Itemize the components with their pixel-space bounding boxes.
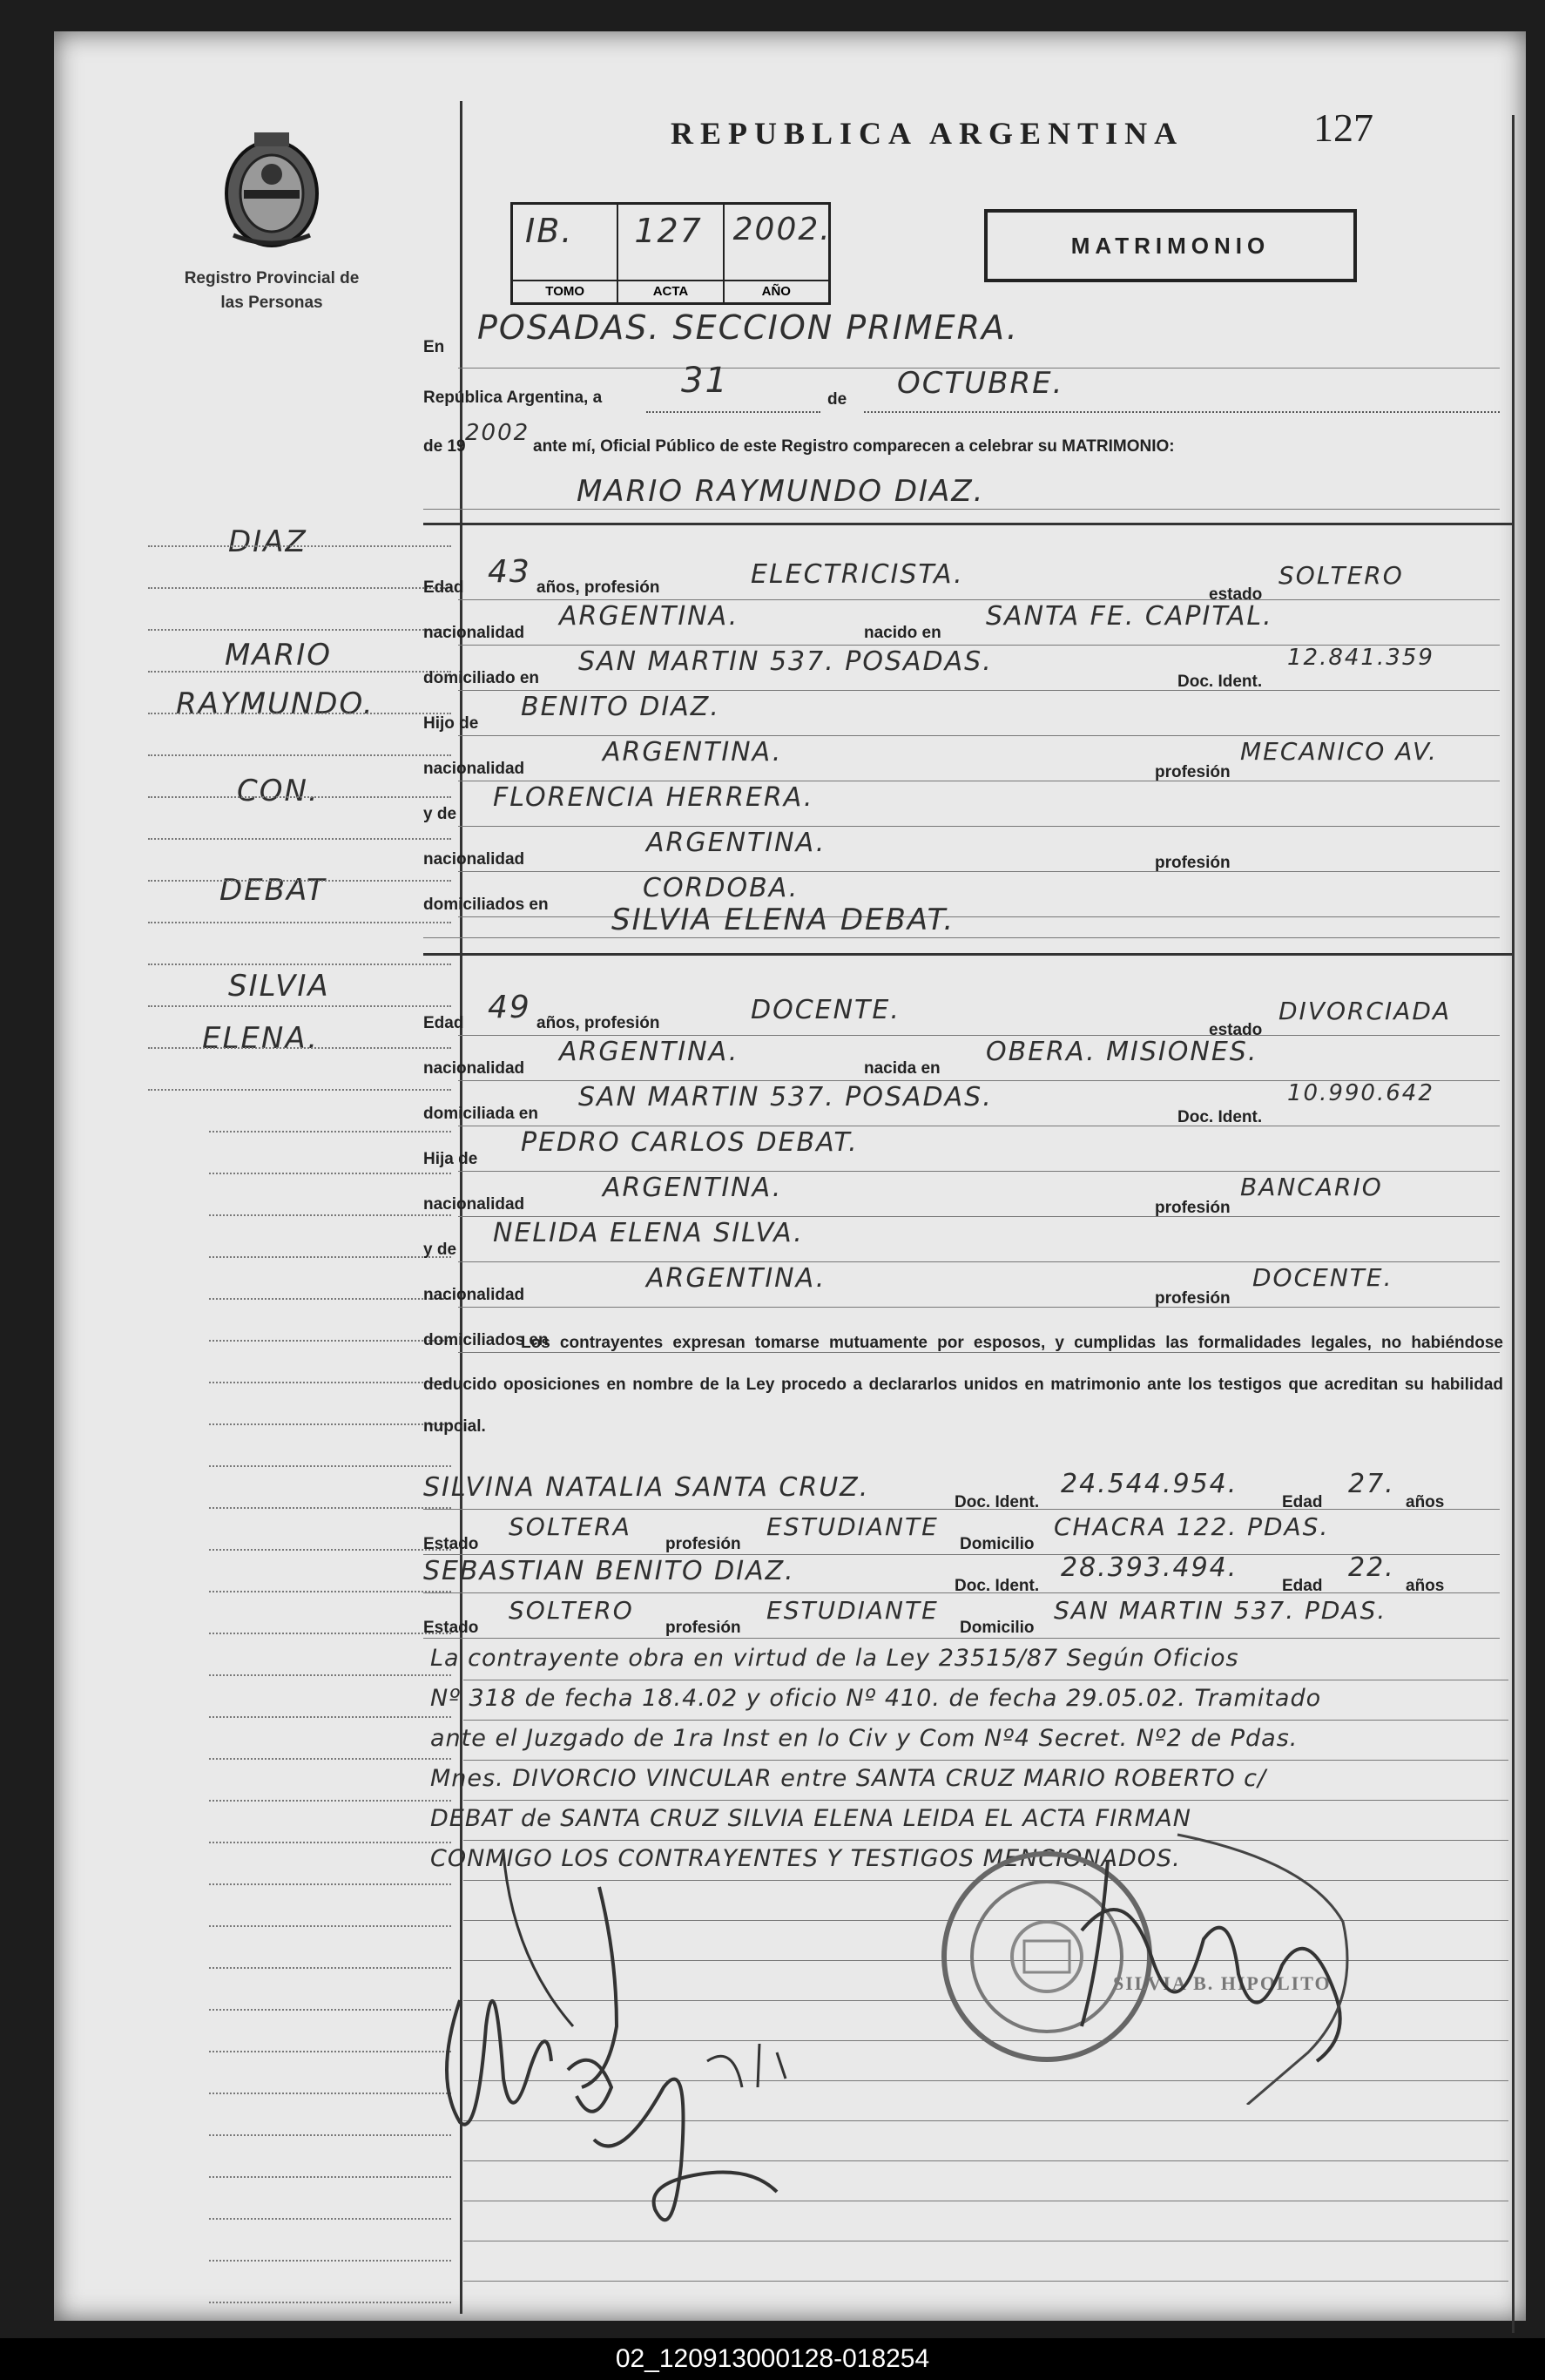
- dot-line: [646, 411, 820, 413]
- bride-name: SILVIA ELENA DEBAT.: [611, 903, 955, 937]
- domicilio-label: Domicilio: [960, 1619, 1035, 1637]
- note-line: Mnes. DIVORCIO VINCULAR entre SANTA CRUZ MARIO ROBERTO c/: [430, 1765, 1267, 1792]
- rule: [458, 1171, 1500, 1172]
- margin-rule: [209, 1423, 451, 1425]
- mother-value: NELIDA ELENA SILVA.: [493, 1218, 804, 1248]
- anios-profesion-label: años, profesión: [536, 578, 660, 597]
- anios-label: años: [1406, 1493, 1445, 1511]
- rule: [458, 645, 1500, 646]
- witness-name: SEBASTIAN BENITO DIAZ.: [423, 1556, 795, 1586]
- father-value: PEDRO CARLOS DEBAT.: [521, 1127, 859, 1158]
- margin-note: CON.: [237, 774, 320, 808]
- margin-rule: [148, 880, 451, 882]
- profesion-label: profesión: [1155, 1199, 1231, 1217]
- witness-signature-icon: [559, 2035, 820, 2279]
- margin-rule: [209, 1298, 451, 1300]
- age-value: 43: [488, 554, 531, 590]
- section-separator: [423, 953, 1512, 956]
- y-de-label: y de: [423, 1241, 457, 1259]
- margin-rule: [148, 1047, 451, 1049]
- nacionalidad-label: nacionalidad: [423, 1195, 525, 1214]
- profesion-label: profesión: [1155, 854, 1231, 872]
- anio-label: AÑO: [725, 280, 828, 302]
- profesion-label: profesión: [1155, 1289, 1231, 1308]
- margin-rule: [209, 1465, 451, 1467]
- country-title: REPUBLICA ARGENTINA: [671, 116, 1184, 151]
- note-line: Nº 318 de fecha 18.4.02 y oficio Nº 410. de fecha 29.05.02. Tramitado: [430, 1685, 1322, 1712]
- nacido-label: nacida en: [864, 1059, 941, 1078]
- en-label: En: [423, 338, 445, 356]
- rule: [463, 1800, 1508, 1801]
- margin-rule: [209, 1800, 451, 1802]
- margin-rule: [209, 1674, 451, 1676]
- de-label: de: [827, 390, 847, 409]
- tomo-value: IB.: [525, 212, 574, 250]
- nacionalidad-label: nacionalidad: [423, 1286, 525, 1304]
- estado-label: estado: [1209, 1021, 1263, 1039]
- anios-profesion-label: años, profesión: [536, 1014, 660, 1032]
- rule: [463, 2281, 1508, 2282]
- domiciliado-label: domiciliada en: [423, 1105, 538, 1123]
- mother-profession-value: DOCENTE.: [1252, 1263, 1393, 1292]
- rule: [458, 1307, 1500, 1308]
- estado-label: Estado: [423, 1535, 479, 1553]
- mother-nationality-value: ARGENTINA.: [646, 1263, 826, 1294]
- margin-rule: [148, 1089, 451, 1091]
- note-line: La contrayente obra en virtud de la Ley 23515/87 Según Oficios: [430, 1645, 1239, 1672]
- tomo-cell: [513, 205, 618, 302]
- intro-text: ante mí, Oficial Público de este Registro comparecen a celebrar su MATRIMONIO:: [533, 437, 1175, 456]
- tomo-acta-anio-box: [510, 202, 831, 305]
- domiciliado-label: domiciliado en: [423, 669, 540, 687]
- doc-ident-label: Doc. Ident.: [955, 1493, 1040, 1511]
- rule: [423, 509, 1500, 510]
- registry-label: Registro Provincial de las Personas: [184, 269, 360, 312]
- edad-label: Edad: [1282, 1493, 1323, 1511]
- mother-nationality-value: ARGENTINA.: [646, 828, 826, 858]
- address-value: SAN MARTIN 537. POSADAS.: [578, 1082, 993, 1112]
- margin-rule: [148, 963, 451, 965]
- coat-of-arms-icon: [219, 129, 324, 251]
- margin-rule: [209, 1340, 451, 1342]
- witness-doc: 24.544.954.: [1061, 1469, 1238, 1499]
- acta-label: ACTA: [618, 280, 722, 302]
- father-profession-value: BANCARIO: [1240, 1173, 1383, 1201]
- witness-profession: ESTUDIANTE: [766, 1596, 939, 1625]
- margin-rule: [148, 713, 451, 714]
- note-line: ante el Juzgado de 1ra Inst en lo Civ y Com Nº4 Secret. Nº2 de Pdas.: [430, 1725, 1299, 1752]
- margin-rule: [148, 754, 451, 756]
- anio-value: 2002.: [732, 212, 832, 247]
- margin-rule: [209, 1256, 451, 1258]
- margin-rule: [148, 838, 451, 840]
- margin-rule: [209, 1214, 451, 1216]
- witness-status: SOLTERA: [509, 1512, 631, 1541]
- anios-label: años: [1406, 1577, 1445, 1595]
- republica-label: República Argentina, a: [423, 389, 603, 407]
- witness-age: 22.: [1348, 1552, 1395, 1583]
- margin-rule: [209, 2218, 451, 2220]
- birthplace-value: OBERA. MISIONES.: [986, 1037, 1258, 1067]
- right-border-line: [1512, 115, 1515, 2333]
- profesion-label: profesión: [665, 1535, 741, 1553]
- margin-rule: [209, 2260, 451, 2262]
- hijo-de-label: Hija de: [423, 1150, 478, 1168]
- father-value: BENITO DIAZ.: [521, 692, 720, 722]
- rule: [463, 1760, 1508, 1761]
- margin-rule: [209, 1173, 451, 1174]
- witness-address: CHACRA 122. PDAS.: [1054, 1512, 1330, 1541]
- note-line: DEBAT de SANTA CRUZ SILVIA ELENA LEIDA EL ACTA FIRMAN: [430, 1805, 1191, 1832]
- stamp-text: SILVIA B. HIPOLITO: [1113, 1972, 1332, 1994]
- estado-label: Estado: [423, 1619, 479, 1637]
- hijo-de-label: Hijo de: [423, 714, 479, 733]
- address-value: SAN MARTIN 537. POSADAS.: [578, 646, 993, 677]
- profesion-label: profesión: [1155, 763, 1231, 781]
- de19-label: de 19: [423, 437, 466, 456]
- page-number: 127: [1313, 105, 1373, 150]
- month-value: OCTUBRE.: [897, 366, 1064, 401]
- rule: [423, 1554, 1500, 1555]
- note-line: CONMIGO LOS CONTRAYENTES Y TESTIGOS MENCIONADOS.: [430, 1845, 1181, 1872]
- margin-rule: [209, 2176, 451, 2178]
- profession-value: ELECTRICISTA.: [751, 559, 964, 590]
- nacionalidad-label: nacionalidad: [423, 1059, 525, 1078]
- rule: [423, 937, 1500, 938]
- margin-rule: [148, 922, 451, 923]
- margin-rule: [209, 1842, 451, 1843]
- margin-rule: [209, 1507, 451, 1509]
- margin-note: DIAZ: [228, 524, 307, 559]
- rule: [458, 1261, 1500, 1262]
- rule: [463, 1720, 1508, 1721]
- acta-value: 127: [634, 212, 703, 250]
- rule: [458, 599, 1500, 600]
- officer-signature-icon: [1047, 1826, 1378, 2105]
- rule: [458, 1035, 1500, 1036]
- margin-rule: [209, 1591, 451, 1592]
- domiciliados-label: domiciliados en: [423, 896, 549, 914]
- day-value: 31: [681, 361, 729, 401]
- nacido-label: nacido en: [864, 624, 941, 642]
- witness-status: SOLTERO: [509, 1596, 634, 1625]
- mother-value: FLORENCIA HERRERA.: [493, 782, 814, 813]
- margin-note: DEBAT: [219, 873, 327, 908]
- domicilio-label: Domicilio: [960, 1535, 1035, 1553]
- margin-rule: [209, 1758, 451, 1760]
- doc-ident-label: Doc. Ident.: [1177, 673, 1263, 691]
- place-value: POSADAS. SECCION PRIMERA.: [477, 308, 1019, 347]
- father-profession-value: MECANICO AV.: [1240, 737, 1438, 766]
- footer-id: 02_120913000128-018254: [0, 2338, 1545, 2380]
- witness-age: 27.: [1348, 1469, 1395, 1499]
- edad-label: Edad: [1282, 1577, 1323, 1595]
- margin-rule: [209, 1131, 451, 1133]
- margin-rule: [148, 1005, 451, 1007]
- document-type-box: MATRIMONIO: [984, 209, 1357, 282]
- estado-label: estado: [1209, 585, 1263, 604]
- margin-note: RAYMUNDO.: [176, 686, 374, 721]
- edad-label: Edad: [423, 1014, 464, 1032]
- margin-note: MARIO: [225, 638, 333, 673]
- birthplace-value: SANTA FE. CAPITAL.: [986, 601, 1273, 632]
- doc-value: 10.990.642: [1287, 1080, 1434, 1106]
- doc-ident-label: Doc. Ident.: [955, 1577, 1040, 1595]
- edad-label: Edad: [423, 578, 464, 597]
- witness-address: SAN MARTIN 537. PDAS.: [1054, 1596, 1387, 1625]
- margin-rule: [148, 629, 451, 631]
- margin-rule: [209, 2302, 451, 2303]
- rule: [423, 1592, 1500, 1593]
- rule: [458, 826, 1500, 827]
- rule: [423, 1638, 1500, 1639]
- profesion-label: profesión: [665, 1619, 741, 1637]
- groom-name: MARIO RAYMUNDO DIAZ.: [577, 474, 985, 509]
- margin-rule: [209, 1716, 451, 1718]
- anio-cell: [725, 205, 832, 302]
- declaration-text: Los contrayentes expresan tomarse mutuamente por esposos, y cumplidas las formalidades legales, no habiéndose deducido oposiciones en nombre de la Ley procedo a declararlos unidos en matrimonio ante los testigos que acreditan su habilidad nupcial.: [423, 1334, 1503, 1436]
- margin-rule: [209, 1633, 451, 1634]
- nationality-value: ARGENTINA.: [559, 1037, 739, 1067]
- year-value: 2002: [465, 420, 530, 446]
- witness-doc: 28.393.494.: [1061, 1552, 1238, 1583]
- doc-ident-label: Doc. Ident.: [1177, 1108, 1263, 1126]
- section-separator: [423, 523, 1512, 525]
- margin-rule: [209, 1549, 451, 1551]
- rule: [458, 735, 1500, 736]
- dot-line: [864, 411, 1500, 413]
- age-value: 49: [488, 990, 531, 1025]
- father-nationality-value: ARGENTINA.: [603, 737, 783, 767]
- rule: [458, 1216, 1500, 1217]
- margin-rule: [148, 796, 451, 798]
- rule: [458, 690, 1500, 691]
- margin-note: ELENA.: [202, 1021, 320, 1056]
- witness-name: SILVINA NATALIA SANTA CRUZ.: [423, 1472, 870, 1503]
- profession-value: DOCENTE.: [751, 995, 901, 1025]
- nacionalidad-label: nacionalidad: [423, 850, 525, 869]
- rule: [423, 1509, 1500, 1510]
- witness-profession: ESTUDIANTE: [766, 1512, 939, 1541]
- margin-rule: [209, 1382, 451, 1383]
- nacionalidad-label: nacionalidad: [423, 760, 525, 778]
- parents-address-value: CORDOBA.: [643, 873, 799, 903]
- doc-value: 12.841.359: [1287, 645, 1434, 671]
- rule: [458, 1080, 1500, 1081]
- father-nationality-value: ARGENTINA.: [603, 1173, 783, 1203]
- nationality-value: ARGENTINA.: [559, 601, 739, 632]
- status-value: SOLTERO: [1279, 561, 1404, 590]
- status-value: DIVORCIADA: [1279, 997, 1452, 1025]
- nacionalidad-label: nacionalidad: [423, 624, 525, 642]
- document-page: [54, 31, 1526, 2321]
- margin-rule: [148, 671, 451, 673]
- margin-note: SILVIA: [228, 969, 330, 1004]
- margin-rule: [148, 587, 451, 589]
- tomo-label: TOMO: [513, 280, 617, 302]
- rule: [458, 871, 1500, 872]
- domiciliados-label: domiciliados en: [423, 1331, 549, 1349]
- acta-cell: [618, 205, 724, 302]
- y-de-label: y de: [423, 805, 457, 823]
- margin-rule: [148, 545, 451, 547]
